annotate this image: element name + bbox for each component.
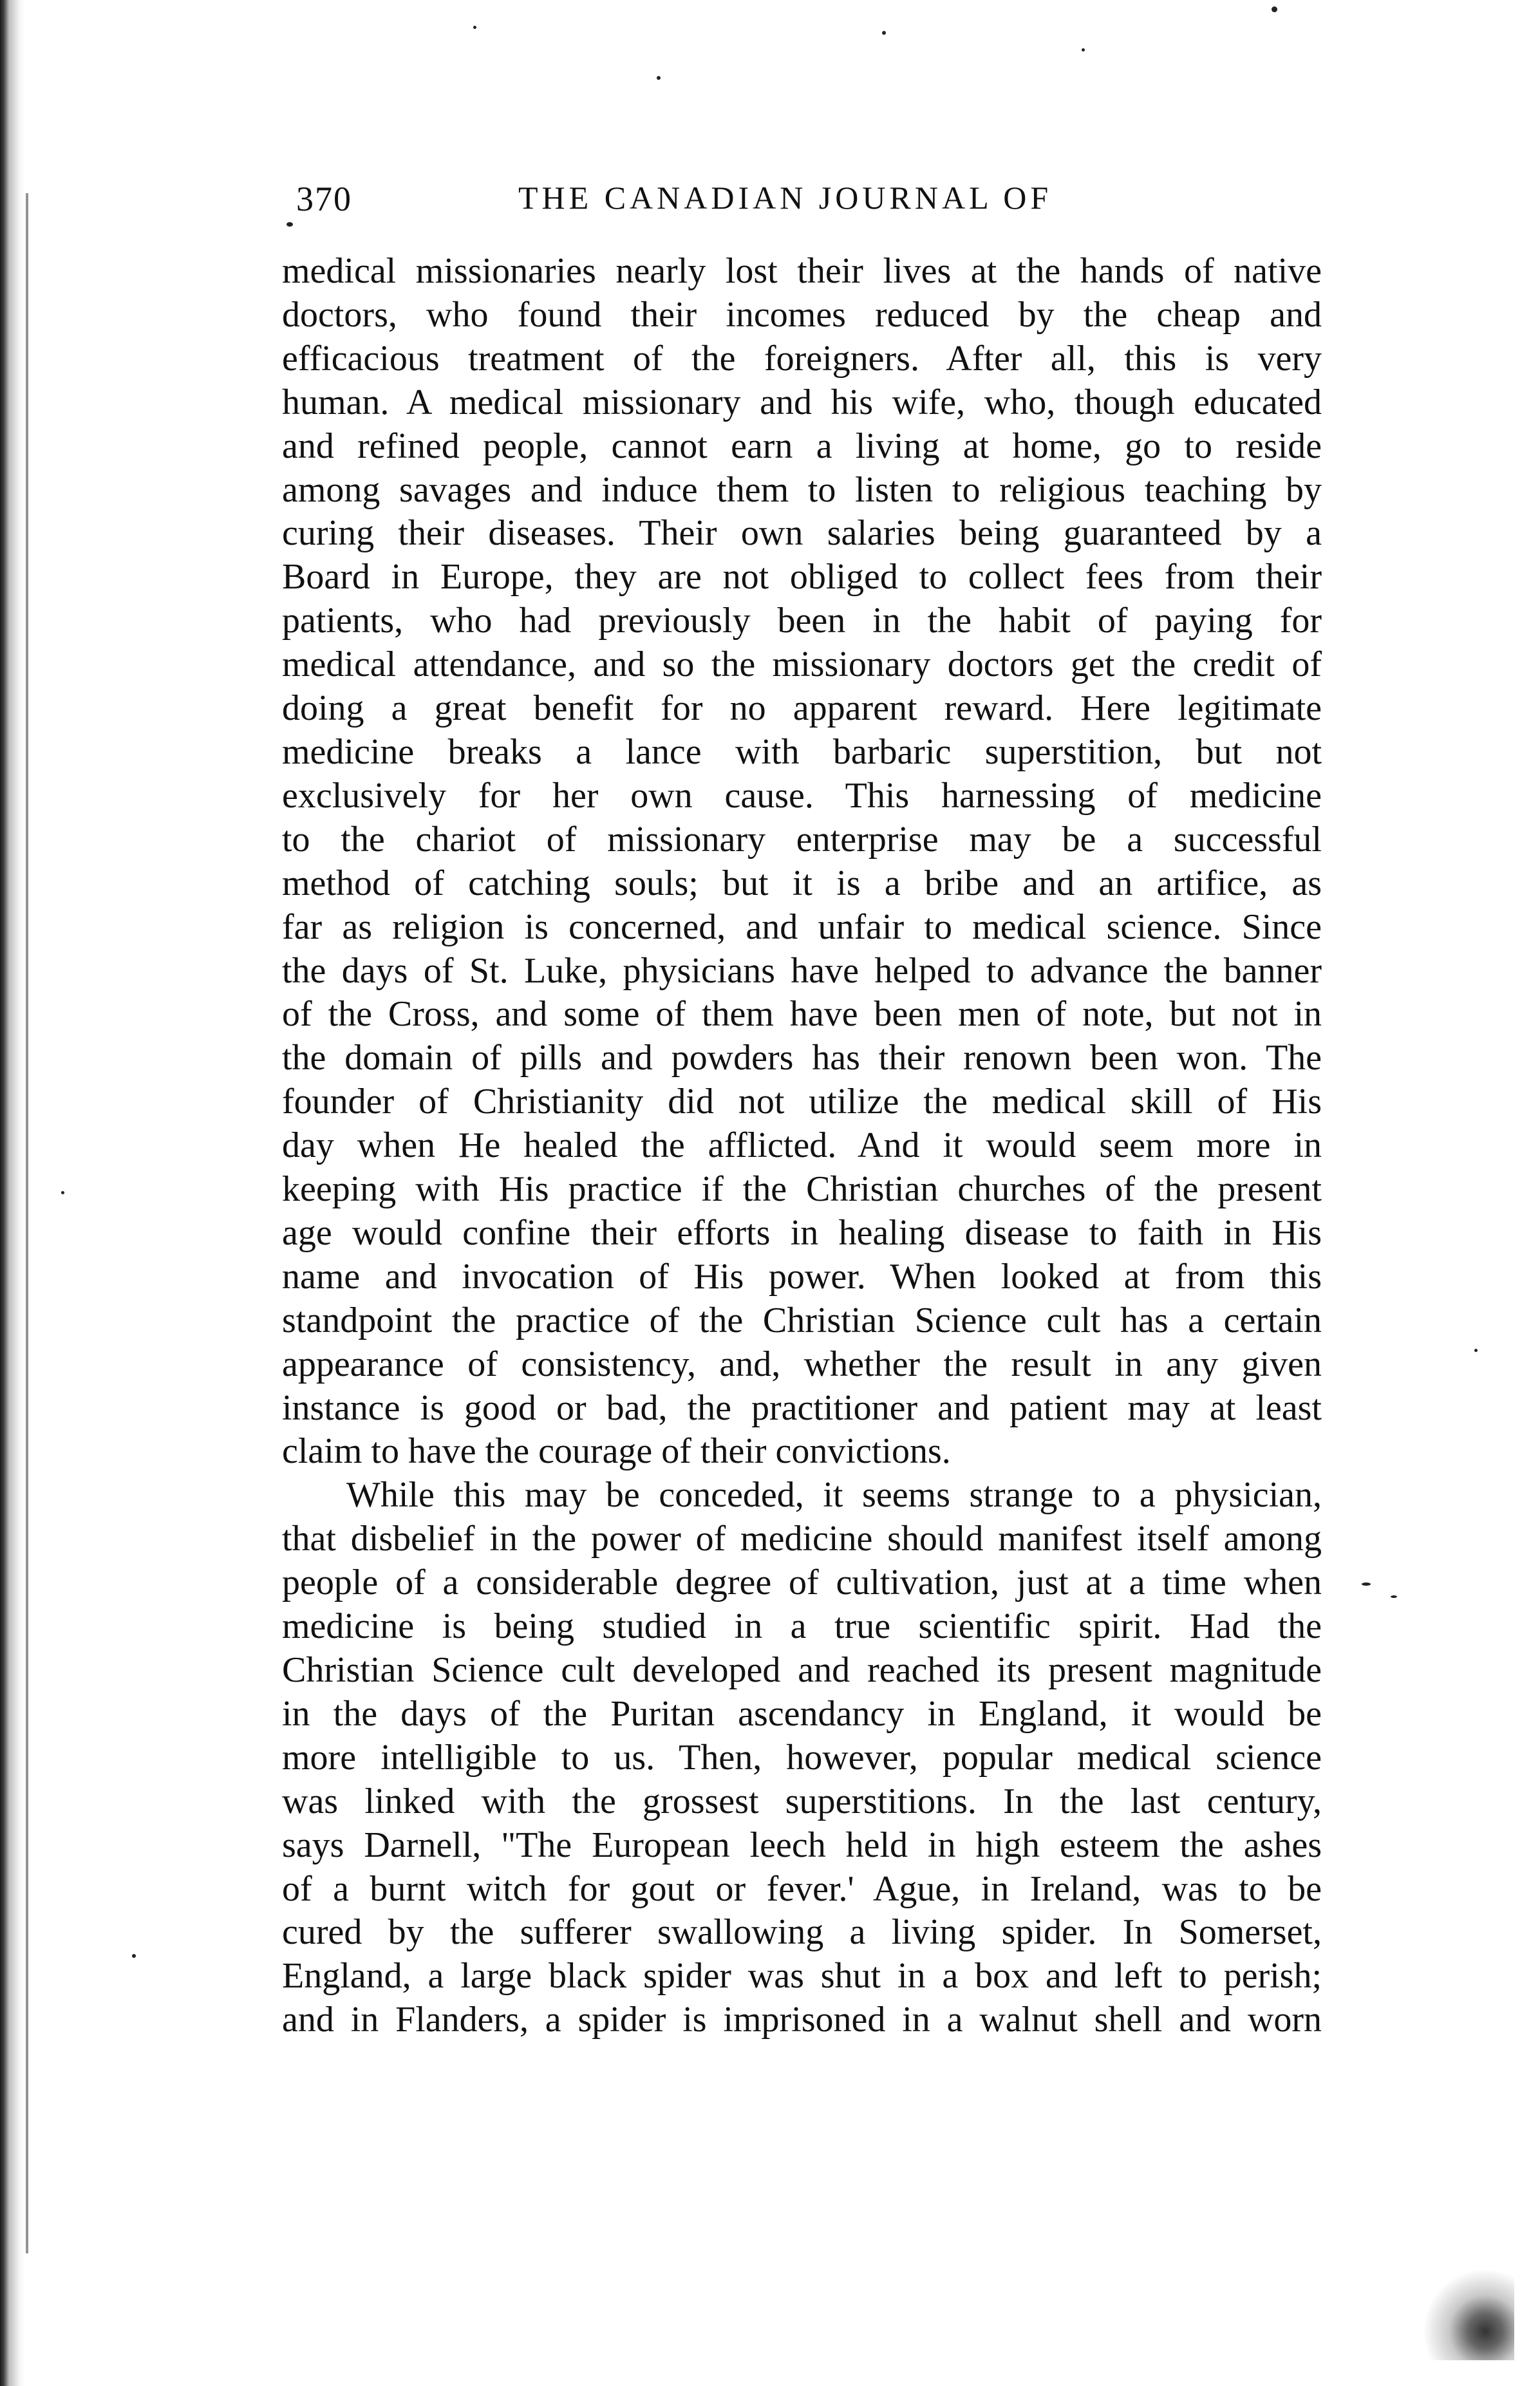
paragraph-2 (282, 1474, 1322, 2042)
scan-speck (473, 26, 476, 29)
text-line: of a burnt witch for gout or fever.' Ague, in Ireland, was to be (282, 1868, 1322, 1909)
text-line: human. A medical missionary and his wife, who, though educated (282, 382, 1322, 422)
scan-speck (61, 1191, 64, 1194)
text-line: cured by the sufferer swallowing a living spider. In Somerset, (282, 1912, 1322, 1953)
scan-speck (1272, 6, 1277, 12)
text-line: among savages and induce them to listen to religious teaching by (282, 469, 1322, 510)
text-line: instance is good or bad, the practitioner and patient may at least (282, 1387, 1322, 1428)
text-line: doctors, who found their incomes reduced by the cheap and (282, 294, 1322, 335)
text-line: says Darnell, "The European leech held in high esteem the ashes (282, 1825, 1322, 1865)
scan-speck (286, 222, 293, 227)
text-line: people of a considerable degree of cultivation, just at a time when (282, 1563, 1322, 1603)
page-number: 370 (296, 180, 352, 218)
text-line: of the Cross, and some of them have been men of note, but not in (282, 994, 1322, 1035)
running-header (296, 179, 1326, 224)
body-text (282, 250, 1322, 2042)
text-line: day when He healed the afflicted. And it would seem more in (282, 1125, 1322, 1166)
text-line: the days of St. Luke, physicians have helped to advance the banner (282, 950, 1322, 991)
text-line: in the days of the Puritan ascendancy in England, it would be (282, 1693, 1322, 1734)
text-line: standpoint the practice of the Christian Science cult has a certain (282, 1300, 1322, 1340)
text-line: Christian Science cult developed and reached its present magnitude (282, 1650, 1322, 1690)
scan-speck (1362, 1583, 1371, 1586)
text-line: medicine is being studied in a true scientific spirit. Had the (282, 1606, 1322, 1647)
corner-smudge (1418, 2264, 1514, 2360)
text-line: age would confine their efforts in healing disease to faith in His (282, 1212, 1322, 1253)
binding-shadow-line (26, 193, 28, 2253)
text-line: England, a large black spider was shut in a box and left to perish; (282, 1956, 1322, 1996)
text-line: more intelligible to us. Then, however, popular medical science (282, 1737, 1322, 1778)
text-line: medicine breaks a lance with barbaric superstition, but not (282, 731, 1322, 772)
text-line: method of catching souls; but it is a bribe and an artifice, as (282, 863, 1322, 903)
text-line: appearance of consistency, and, whether the result in any given (282, 1344, 1322, 1384)
text-line: was linked with the grossest superstitions. In the last century, (282, 1781, 1322, 1821)
scan-speck (1082, 48, 1085, 52)
text-line: name and invocation of His power. When looked at from this (282, 1256, 1322, 1297)
text-line: the domain of pills and powders has their renown been won. The (282, 1038, 1322, 1078)
text-line: keeping with His practice if the Christian churches of the present (282, 1169, 1322, 1210)
scan-speck (132, 1954, 136, 1958)
text-line: doing a great benefit for no apparent reward. Here legitimate (282, 688, 1322, 729)
text-line: curing their diseases. Their own salaries being guaranteed by a (282, 513, 1322, 554)
scan-speck (1474, 1349, 1478, 1352)
binding-edge (0, 0, 24, 2386)
text-line: far as religion is concerned, and unfair to medical science. Since (282, 906, 1322, 947)
text-line: founder of Christianity did not utilize the medical skill of His (282, 1082, 1322, 1122)
paragraph-1 (282, 250, 1322, 1474)
text-line: efficacious treatment of the foreigners. After all, this is very (282, 338, 1322, 379)
text-line: While this may be conceded, it seems strange to a physician, (346, 1475, 1322, 1516)
scan-speck (882, 31, 886, 35)
text-line: that disbelief in the power of medicine should manifest itself among (282, 1519, 1322, 1559)
text-line: medical missionaries nearly lost their lives at the hands of native (282, 251, 1322, 291)
text-line: and in Flanders, a spider is imprisoned in a walnut shell and worn (282, 2000, 1322, 2040)
running-title: THE CANADIAN JOURNAL OF (518, 180, 1053, 216)
scan-speck (657, 76, 661, 80)
text-line: medical attendance, and so the missionary doctors get the credit of (282, 644, 1322, 685)
text-line: and refined people, cannot earn a living at home, go to reside (282, 426, 1322, 466)
text-line: Board in Europe, they are not obliged to collect fees from their (282, 557, 1322, 597)
text-line: patients, who had previously been in the habit of paying for (282, 601, 1322, 641)
text-line: to the chariot of missionary enterprise may be a successful (282, 819, 1322, 860)
text-line: exclusively for her own cause. This harnessing of medicine (282, 775, 1322, 816)
scan-speck (1391, 1595, 1397, 1598)
text-line: claim to have the courage of their convictions. (282, 1431, 951, 1472)
